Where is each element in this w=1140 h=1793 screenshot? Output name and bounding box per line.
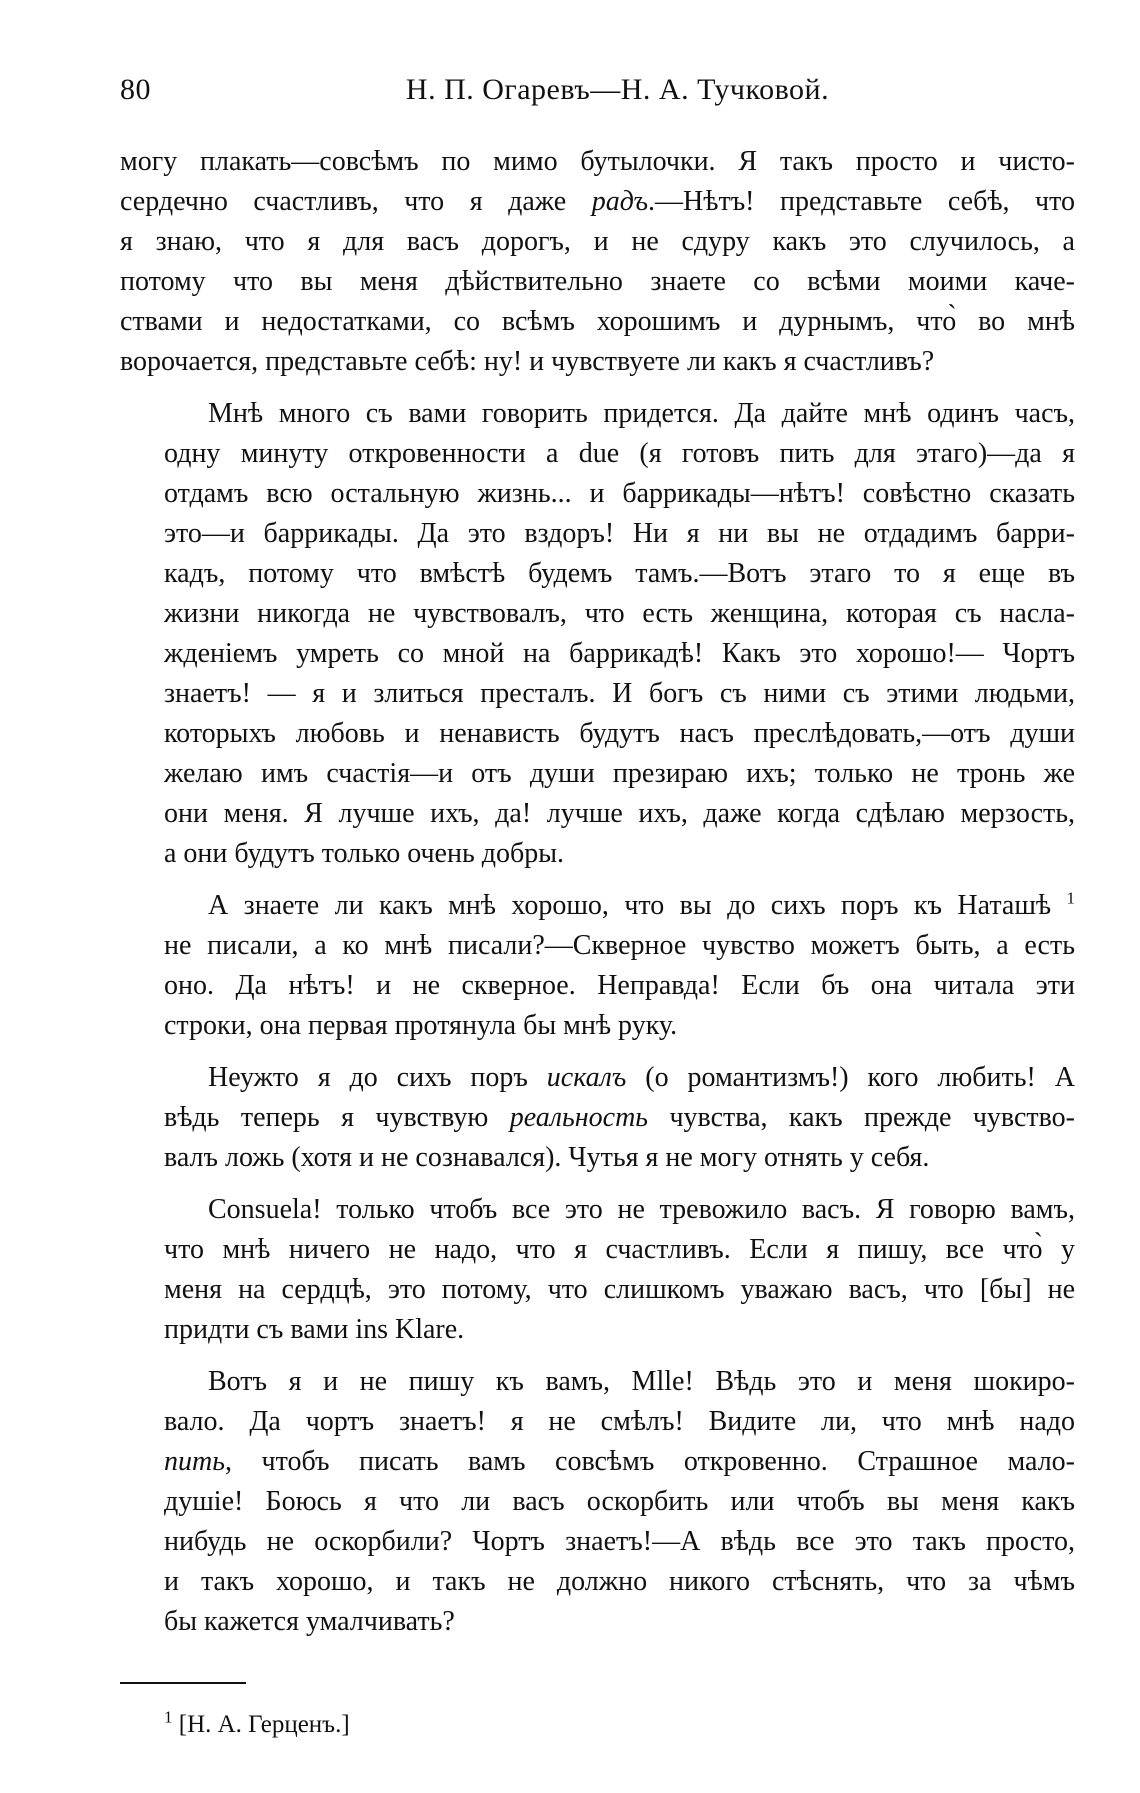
text-line: Consuela! только чтобъ все это не тревожило васъ. Я говорю вамъ, — [208, 1194, 1075, 1225]
text-line: вѣдь теперь я чувствую реальность чувства, какъ прежде чувство- — [164, 1102, 1075, 1133]
text-line: могу плакать—совсѣмъ по мимо бутылочки. Я такъ просто и чисто- — [120, 146, 1075, 177]
text-line: ствами и недостатками, со всѣмъ хорошимъ и дурнымъ, что̀ во мнѣ — [120, 306, 1075, 337]
text-line: Мнѣ много съ вами говорить придется. Да дайте мнѣ одинъ часъ, — [208, 398, 1075, 429]
text-line: душіе! Боюсь я что ли васъ оскорбить или чтобъ вы меня какъ — [164, 1486, 1075, 1517]
text-line: ворочается, представьте себѣ: ну! и чувствуете ли какъ я счастливъ? — [120, 346, 935, 377]
footnote-text: [Н. А. Герценъ.] — [172, 1711, 350, 1738]
text-line: это—и баррикады. Да это вздоръ! Ни я ни вы не отдадимъ барри- — [164, 518, 1075, 549]
paragraph — [120, 1190, 1075, 1350]
text-line: я знаю, что я для васъ дорогъ, и не сдуру какъ это случилось, а — [120, 226, 1075, 257]
page-number: 80 — [120, 73, 151, 106]
text-line: а они будутъ только очень добры. — [164, 838, 565, 869]
page-header — [120, 62, 1075, 118]
paragraph — [120, 142, 1075, 382]
text-line: которыхъ любовь и ненависть будутъ насъ преслѣдовать,—отъ души — [164, 718, 1075, 749]
text-line: меня на сердцѣ, это потому, что слишкомъ уважаю васъ, что [бы] не — [164, 1274, 1075, 1305]
paragraph — [120, 886, 1075, 1046]
emphasized-word: пить — [164, 1446, 225, 1477]
text-line: одну минуту откровенности a due (я готовъ пить для этаго)—да я — [164, 438, 1075, 469]
text-line: что мнѣ ничего не надо, что я счастливъ. Если я пишу, все что̀ у — [164, 1234, 1075, 1265]
text-line: желаю имъ счастія—и отъ души презираю ихъ; только не тронь же — [164, 758, 1075, 789]
text-line: Неужто я до сихъ поръ искалъ (о романтизмъ!) кого любить! А — [208, 1062, 1075, 1093]
text-line: жизни никогда не чувствовалъ, что есть женщина, которая съ насла- — [164, 598, 1075, 629]
emphasized-word: радъ — [591, 186, 649, 217]
text-line: А знаете ли какъ мнѣ хорошо, что вы до сихъ поръ къ Наташѣ $^1$ — [208, 888, 1075, 921]
text-line: строки, она первая протянула бы мнѣ руку. — [164, 1010, 678, 1041]
footnote-reference: 1 — [1066, 888, 1075, 908]
text-line: пить, чтобъ писать вамъ совсѣмъ откровенно. Страшное мало- — [164, 1446, 1075, 1477]
paragraph — [120, 394, 1075, 874]
text-line: и такъ хорошо, и такъ не должно никого стѣснять, что за чѣмъ — [164, 1566, 1075, 1597]
text-line: валъ ложь (хотя и не сознавался). Чутья я не могу отнять у себя. — [164, 1142, 930, 1173]
paragraph — [120, 1058, 1075, 1178]
text-line: сердечно счастливъ, что я даже радъ.—Нѣтъ! представьте себѣ, что — [120, 186, 1075, 217]
footnotes — [120, 1708, 1075, 1742]
text-line: нибудь не оскорбили? Чортъ знаетъ!—А вѣдь все это такъ просто, — [164, 1526, 1075, 1557]
text-line: отдамъ всю остальную жизнь... и баррикады—нѣтъ! совѣстно сказать — [164, 478, 1075, 509]
text-line: бы кажется умалчивать? — [164, 1606, 455, 1637]
text-line: потому что вы меня дѣйствительно знаете со всѣми моими каче- — [120, 266, 1075, 297]
text-line: жденіемъ умреть со мной на баррикадѣ! Какъ это хорошо!— Чортъ — [164, 638, 1075, 669]
text-line: вало. Да чортъ знаетъ! я не смѣлъ! Видите ли, что мнѣ надо — [164, 1406, 1075, 1437]
text-line: знаетъ! — я и злиться престалъ. И богъ съ ними съ этими людьми, — [164, 678, 1075, 709]
text-line: придти съ вами ins Klare. — [164, 1314, 465, 1345]
text-line: кадъ, потому что вмѣстѣ будемъ тамъ.—Вотъ этаго то я еще въ — [164, 558, 1075, 589]
running-title: Н. П. Огаревъ—Н. А. Тучковой. — [405, 73, 830, 106]
text-line: не писали, а ко мнѣ писали?—Скверное чувство можетъ быть, а есть — [164, 930, 1075, 961]
book-page — [120, 62, 1075, 1762]
emphasized-word: реальность — [509, 1102, 649, 1133]
footnote — [120, 1708, 1075, 1742]
letter-text — [120, 142, 1075, 1642]
text-line: Вотъ я и не пишу къ вамъ, Mlle! Вѣдь это и меня шокиро- — [208, 1366, 1075, 1397]
paragraph — [120, 1362, 1075, 1642]
footnote-marker: 1 — [164, 1707, 173, 1727]
text-line: оно. Да нѣтъ! и не скверное. Неправда! Если бъ она читала эти — [164, 970, 1075, 1001]
text-line: они меня. Я лучше ихъ, да! лучше ихъ, даже когда сдѣлаю мерзость, — [164, 798, 1075, 829]
emphasized-word: искалъ — [546, 1062, 627, 1093]
footnote-divider — [120, 1682, 246, 1684]
